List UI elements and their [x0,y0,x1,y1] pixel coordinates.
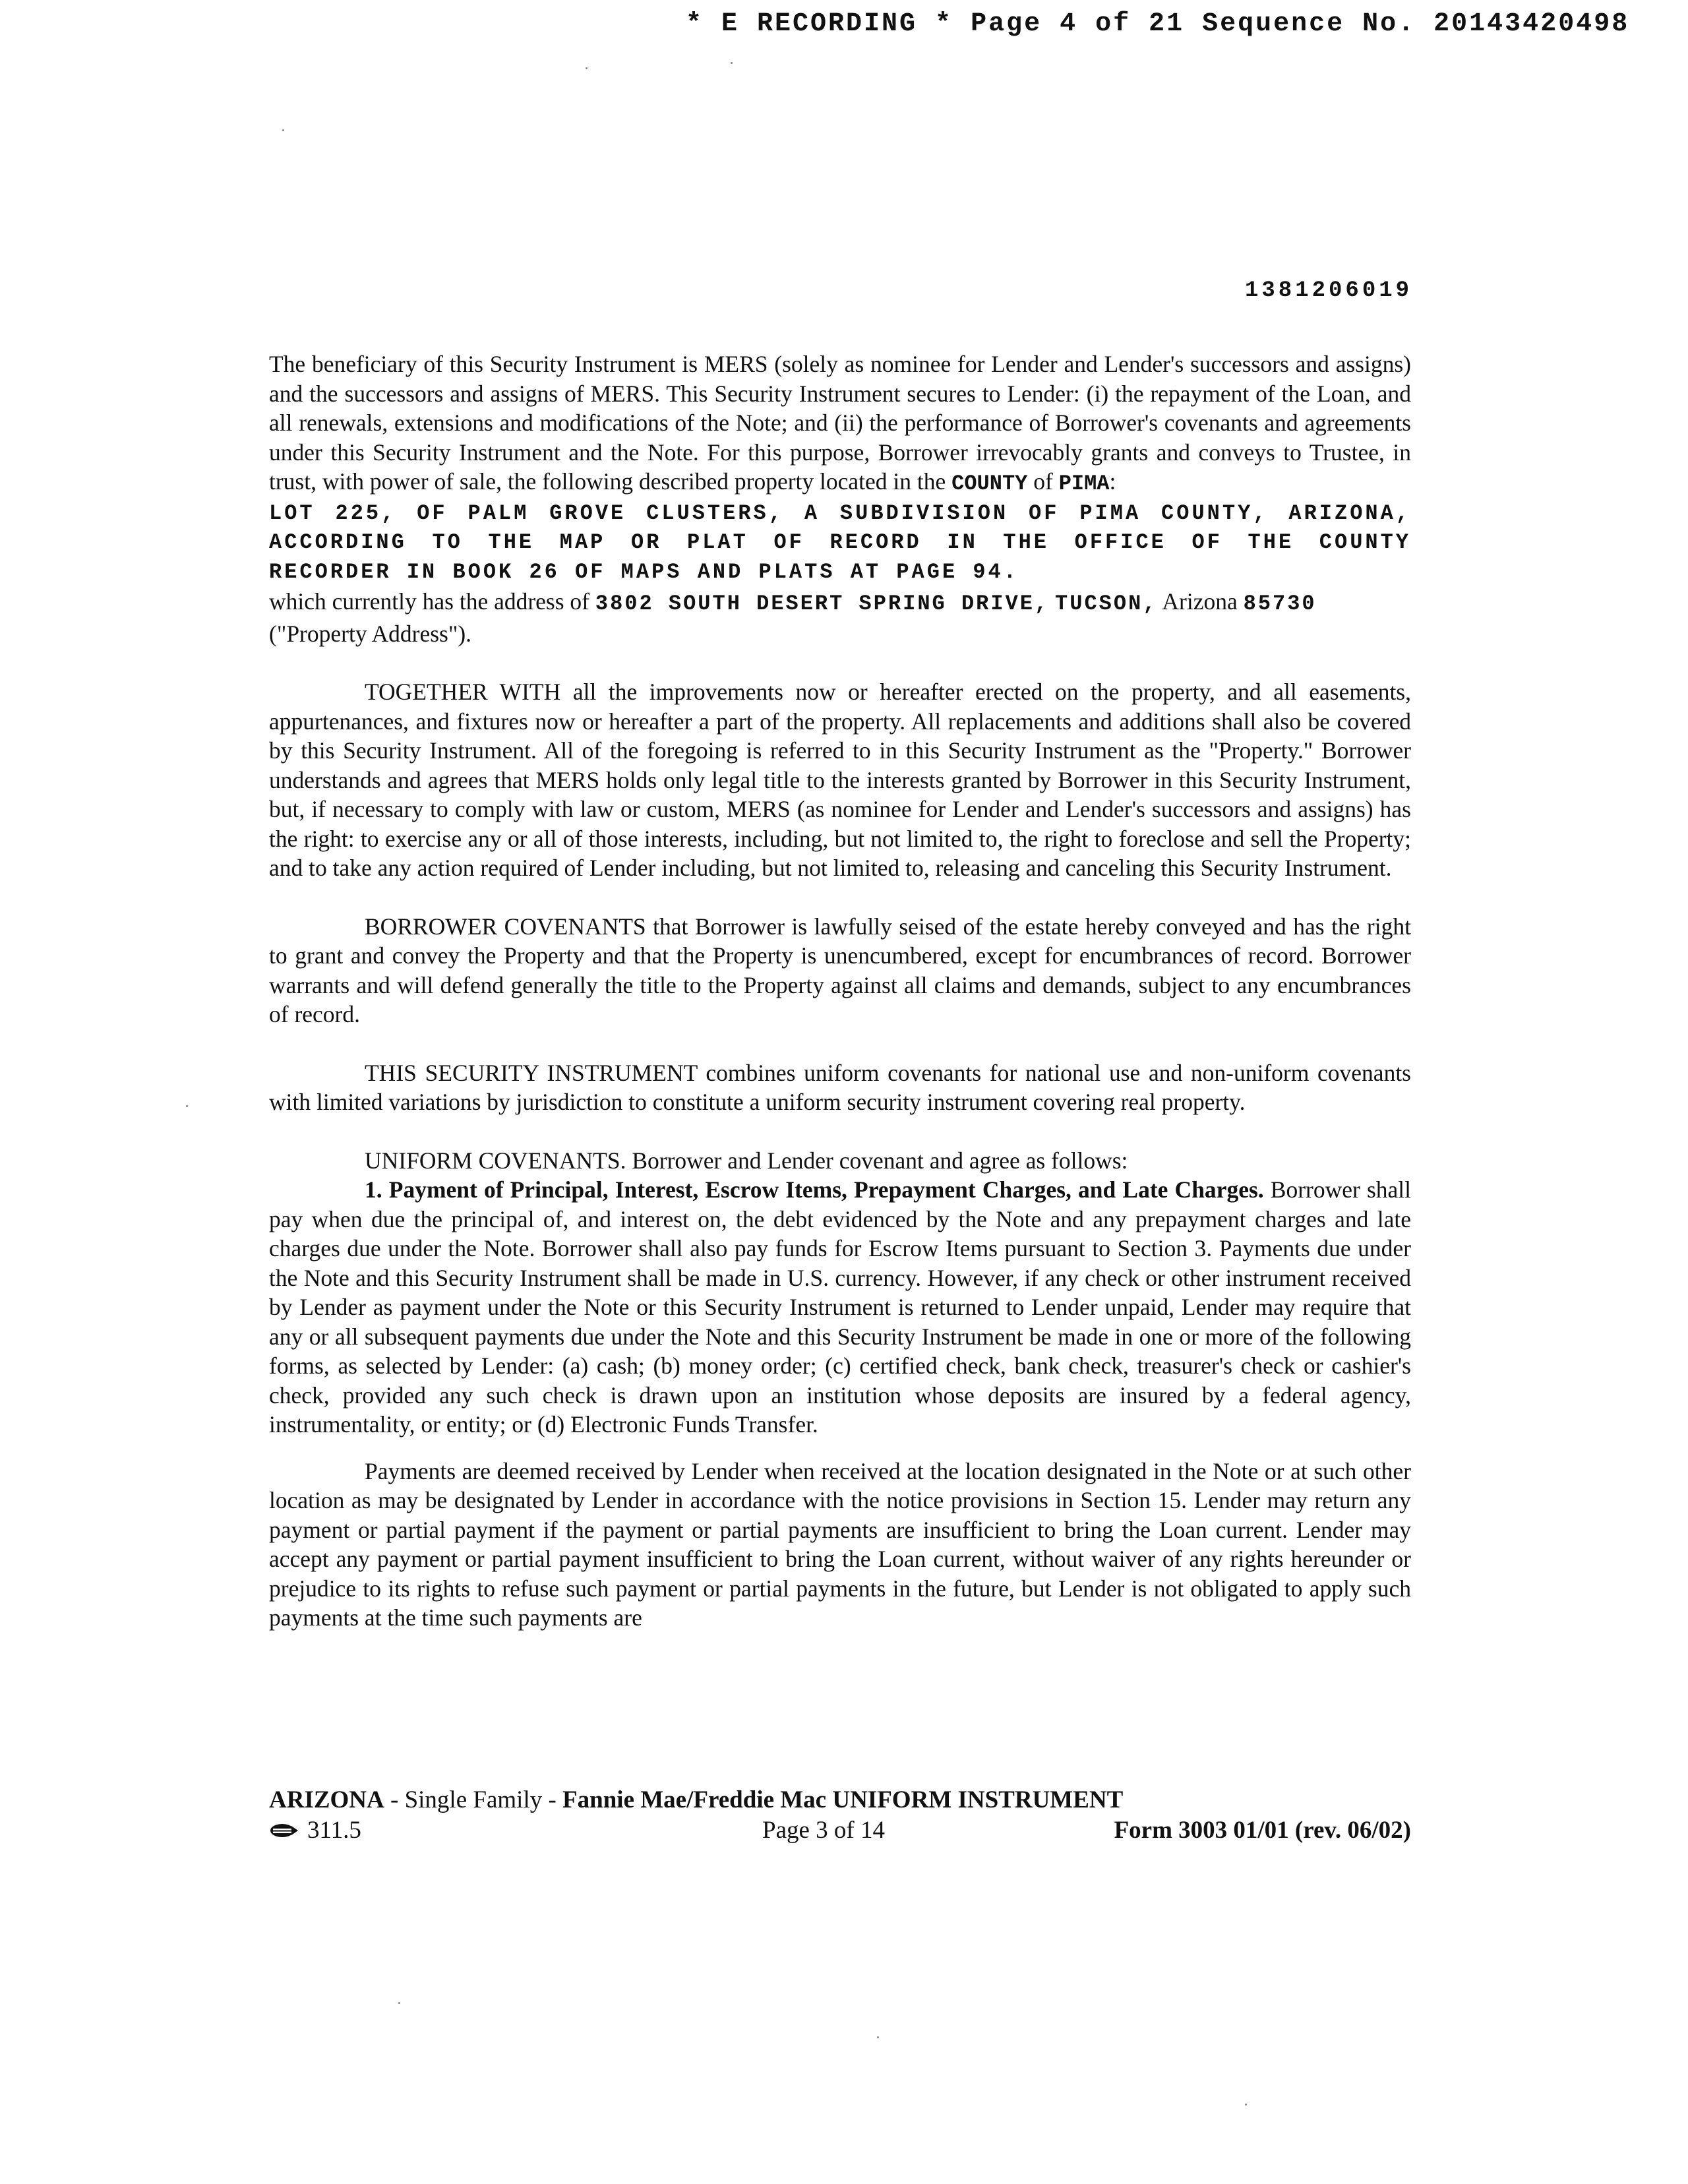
payments-paragraph: Payments are deemed received by Lender when received at the location designated in the Note or at such other location as may be designated by Lender in accordance with the notice provisions in Section 15. Lender may return any payment or partial payment if the payment or partial payments are insufficient to bring the Loan current. Lender may accept any payment or partial payment insufficient to bring the Loan current, without waiver of any rights hereunder or prejudice to its rights to refuse such payment or partial payments in the future, but Lender is not obligated to apply such payments at the time such payments are [269,1457,1411,1631]
of-word: of [1033,468,1053,495]
county-word: COUNTY [951,471,1028,496]
section-1 [269,1175,1411,1440]
form-footer [269,1786,1411,1846]
scan-speck [586,67,588,69]
footer-info-row [269,1816,1411,1846]
form-code-number: 311.5 [307,1817,361,1844]
scan-speck [186,1105,188,1107]
document-body [269,349,1411,1633]
section-1-text: Borrower shall pay when due the principal of, and interest on, the debt evidenced by the Note and any prepayment charges and late charges due under the Note. Borrower shall also pay funds for Escrow Items pursuant to Section 3. Payments due under the Note and this Security Instrument shall be made in U.S. currency. However, if any check or other instrument received by Lender as payment under the Note or this Security Instrument is returned to Lender unpaid, Lender may require that any or all subsequent payments due under the Note and this Security Instrument be made in one or more of the following forms, as selected by Lender: (a) cash; (b) money order; (c) certified check, bank check, treasurer's check or cashier's check, provided any such check is drawn upon an institution whose deposits are insured by a federal agency, instrumentality, or entity; or (d) Electronic Funds Transfer. [269,1176,1411,1438]
city: TUCSON, [1055,592,1158,616]
property-address-line [269,587,1411,648]
borrower-covenants-paragraph: BORROWER COVENANTS that Borrower is lawfully seised of the estate hereby conveyed and has the right to grant and convey the Property and that the Property is unencumbered, except for encumbrances of record. Borrower warrants and will defend generally the title to the Property against all claims and demands, subject to any encumbrances of record. [269,913,1411,1027]
security-instrument-paragraph: THIS SECURITY INSTRUMENT combines uniform covenants for national use and non-uniform covenants with limited variations by jurisdiction to constitute a uniform security instrument covering real property. [269,1059,1411,1115]
form-code [269,1816,361,1845]
form-identifier: Form 3003 01/01 (rev. 06/02) [1114,1817,1411,1844]
scan-speck [282,129,284,131]
scan-speck [877,2036,879,2038]
section-1-heading: 1. Payment of Principal, Interest, Escrow Items, Prepayment Charges, and Late Charges. [365,1176,1264,1203]
footer-title-row [269,1786,1411,1816]
footer-state: ARIZONA [269,1786,384,1813]
property-address-label: ("Property Address"). [269,620,472,647]
legal-description: LOT 225, OF PALM GROVE CLUSTERS, A SUBDIVISION OF PIMA COUNTY, ARIZONA, ACCORDING TO THE MAP OR PLAT OF RECORD IN THE OFFICE OF THE COUNTY RECORDER IN BOOK 26 OF MAPS AND PLATS AT PAGE 94. [269,501,1411,584]
street-address: 3802 SOUTH DESERT SPRING DRIVE, [595,592,1050,616]
footer-instrument: Fannie Mae/Freddie Mac UNIFORM INSTRUMENT [562,1786,1124,1813]
uniform-covenants-intro: UNIFORM COVENANTS. Borrower and Lender covenant and agree as follows: [365,1147,1128,1174]
recording-header: * E RECORDING * Page 4 of 21 Sequence No. 20143420498 [686,9,1630,39]
scan-speck [731,62,733,64]
zip-code: 85730 [1243,592,1317,616]
scan-speck [398,2002,400,2004]
together-with-paragraph: TOGETHER WITH all the improvements now or hereafter erected on the property, and all easements, appurtenances, and fixtures now or hereafter a part of the property. All replacements and additions shall also be covered by this Security Instrument. All of the foregoing is referred to in this Security Instrument as the "Property." Borrower understands and agrees that MERS holds only legal title to the interests granted by Borrower in this Security Instrument, but, if necessary to comply with law or custom, MERS (as nominee for Lender and Lender's successors and assigns) has the right: to exercise any or all of those interests, including, but not limited to, the right to foreclose and sell the Property; and to take any action required of Lender including, but not limited to, releasing and canceling this Security Instrument. [269,679,1411,881]
beneficiary-text: The beneficiary of this Security Instrument is MERS (solely as nominee for Lender and Lender's successors and assigns) and the successors and assigns of MERS. This Security Instrument secures to Lender: (i) the repayment of the Loan, and all renewals, extensions and modifications of the Note; and (ii) the performance of Borrower's covenants and agreements under this Security Instrument and the Note. For this purpose, Borrower irrevocably grants and conveys to Trustee, in trust, with power of sale, the following described property located in the [269,351,1411,495]
county-name: PIMA [1058,471,1110,496]
address-prefix: which currently has the address of [269,588,589,615]
state: Arizona [1162,588,1238,615]
form-logo-icon [269,1822,298,1839]
beneficiary-paragraph [269,349,1411,499]
county-colon: : [1109,468,1116,495]
page-number: Page 3 of 14 [762,1817,885,1844]
scan-speck [1245,2104,1247,2106]
loan-number: 1381206019 [1245,278,1413,303]
footer-separator: - Single Family - [384,1786,563,1813]
